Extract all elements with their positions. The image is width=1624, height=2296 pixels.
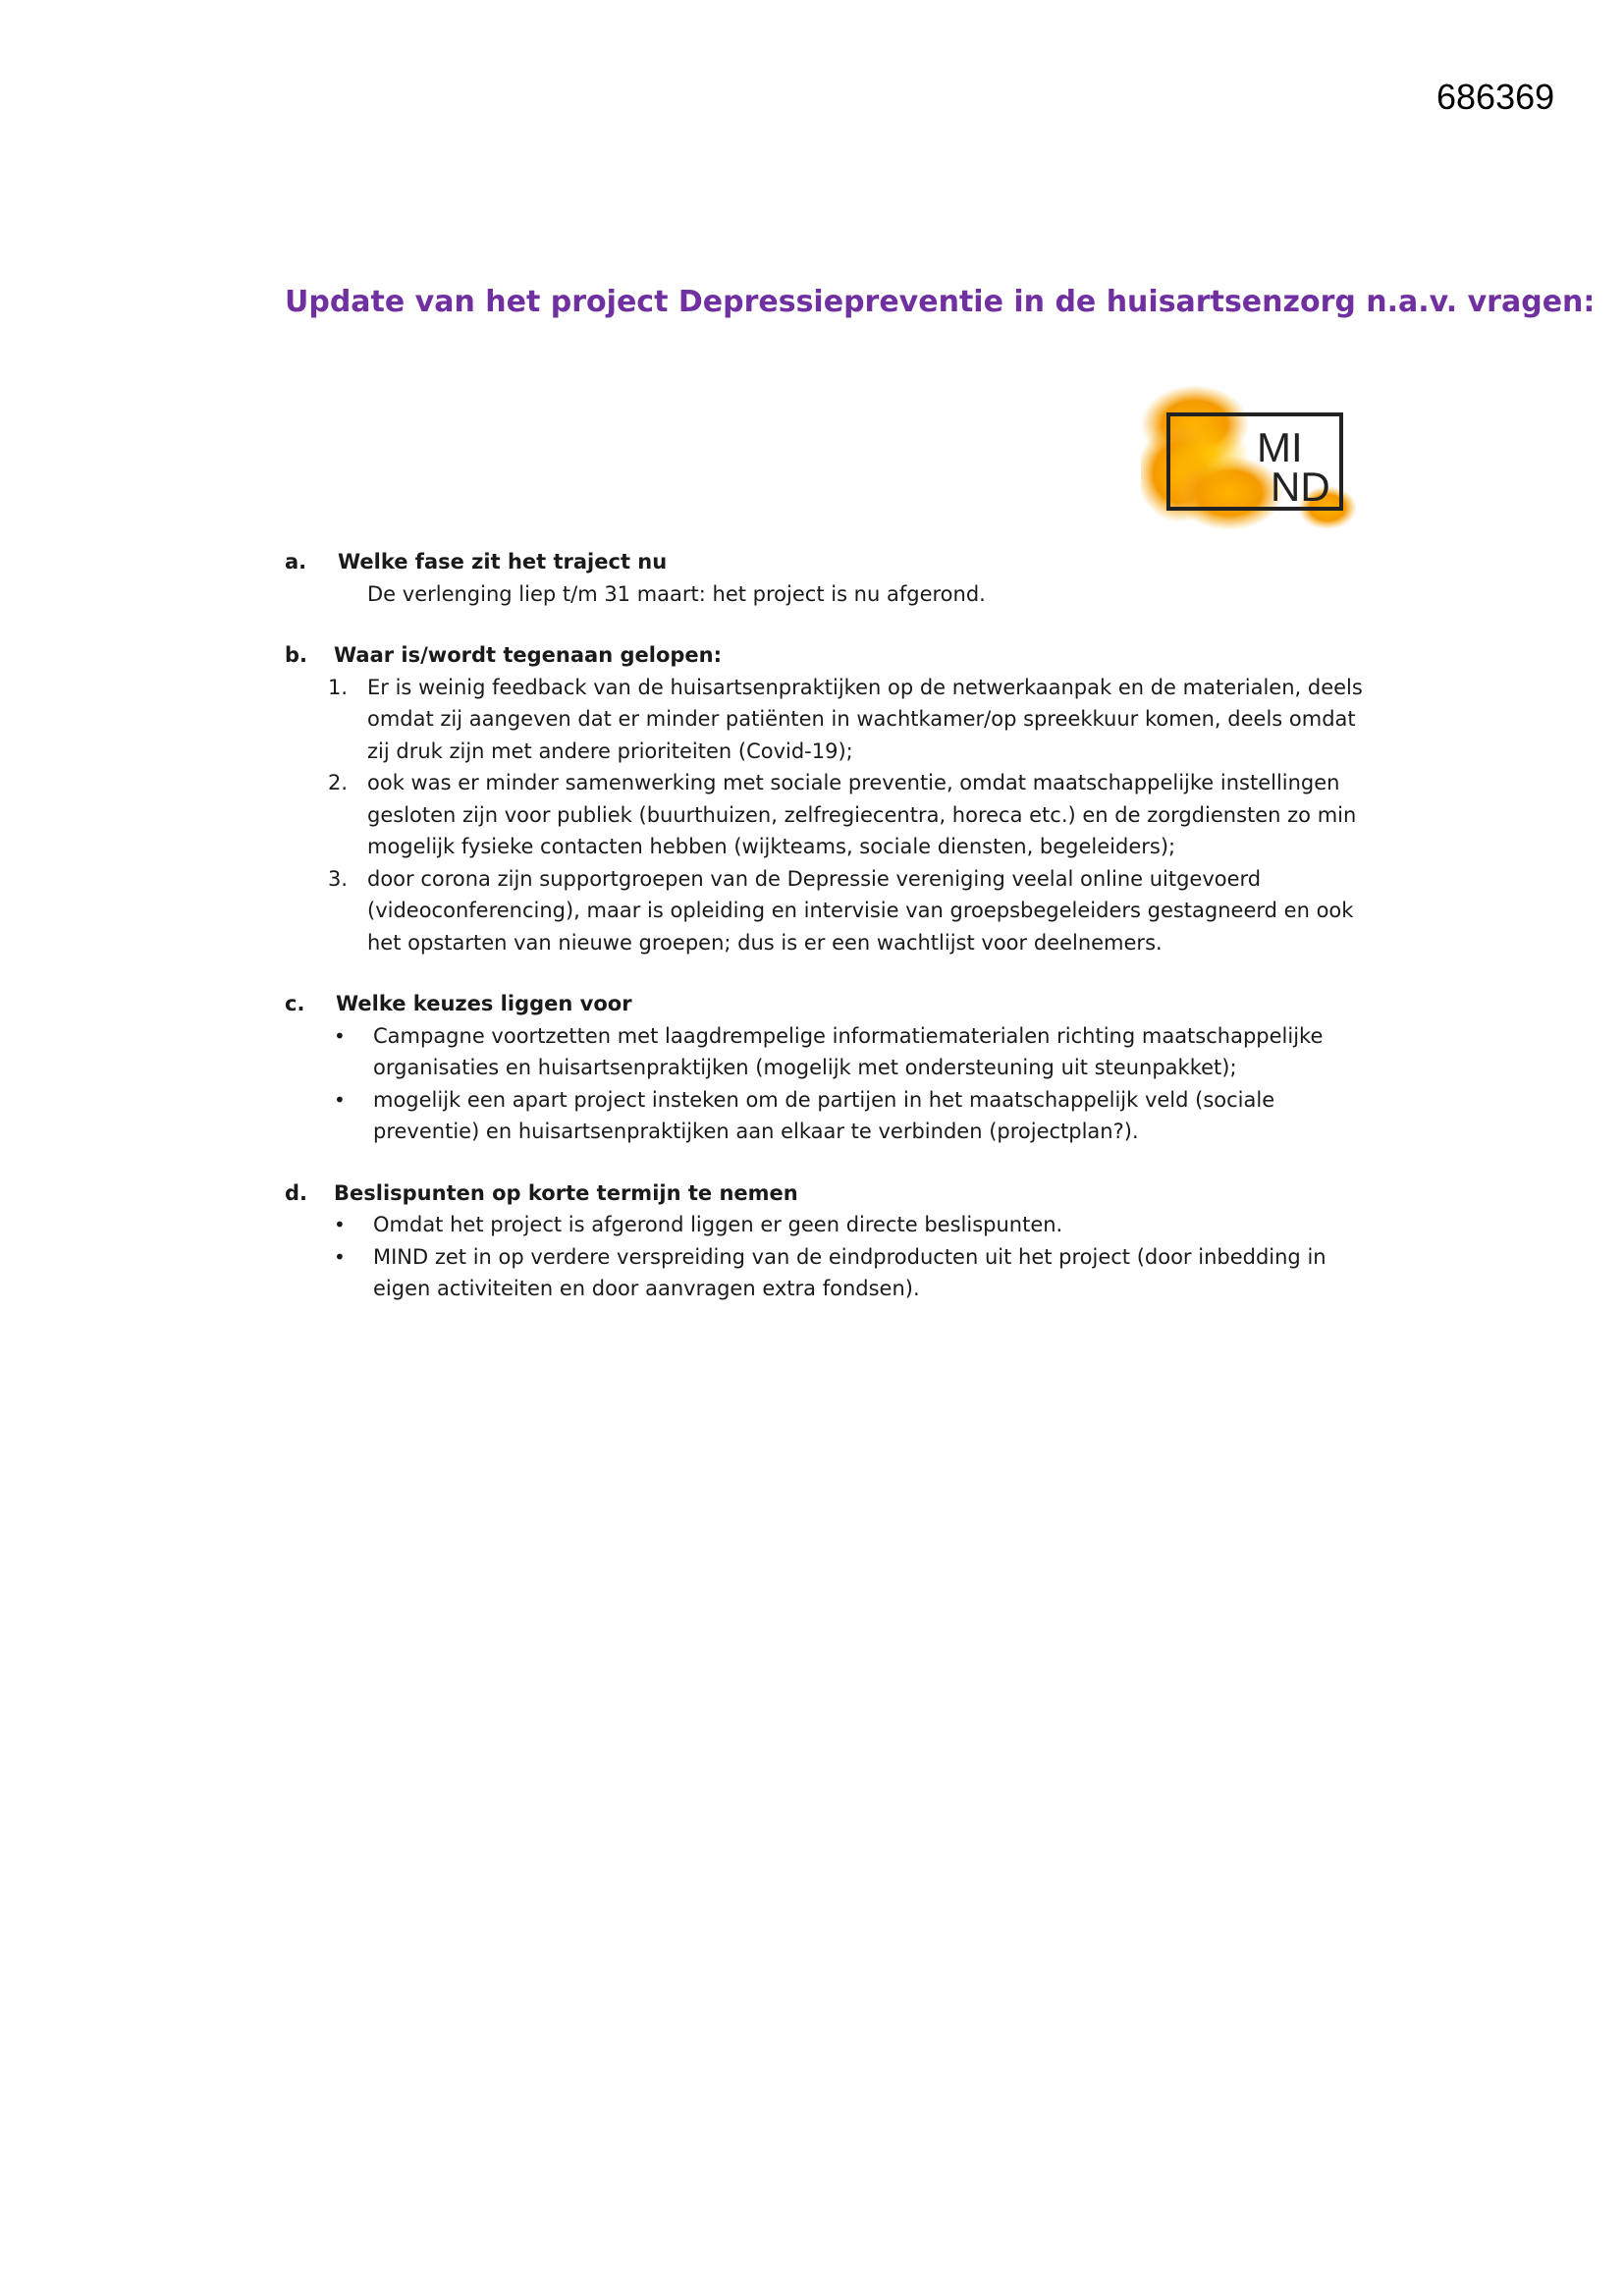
- list-item-text: Campagne voortzetten met laagdrempelige informatiematerialen richting maatschappelijke organisaties en huisartsenpraktijken (mogelijk met ondersteuning uit steunpakket);: [373, 1023, 1324, 1079]
- svg-text:ND: ND: [1271, 464, 1330, 510]
- section-title: Beslispunten op korte termijn te nemen: [334, 1180, 798, 1205]
- section-d: [285, 1177, 1365, 1305]
- list-item-text: ook was er minder samenwerking met sociale preventie, omdat maatschappelijke instellingen gesloten zijn voor publiek (buurthuizen, zelfregiecentra, horeca etc.) en de zorgdiensten zo min mogelijk fysieke contacten hebben (wijkteams, sociale diensten, begeleiders);: [367, 771, 1357, 858]
- section-title: Welke fase zit het traject nu: [338, 550, 668, 574]
- section-heading: [285, 988, 1365, 1020]
- list-item: [334, 1020, 1365, 1084]
- bullet-marker: •: [334, 1087, 346, 1112]
- section-heading: [285, 1177, 1365, 1210]
- document-number: 686369: [1436, 77, 1555, 117]
- list-item: [328, 767, 1365, 863]
- bullet-marker: •: [334, 1244, 346, 1269]
- document-content: [285, 546, 1365, 1335]
- list-item: [328, 863, 1365, 959]
- section-list: [285, 1020, 1365, 1148]
- section-title: Waar is/wordt tegenaan gelopen:: [334, 643, 722, 667]
- section-list: [285, 1209, 1365, 1305]
- page-title: Update van het project Depressiepreventie in de huisartsenzorg n.a.v. vragen:: [285, 285, 1596, 319]
- section-heading: [285, 546, 1365, 578]
- list-item-text: Omdat het project is afgerond liggen er geen directe beslispunten.: [373, 1213, 1063, 1236]
- mind-logo-icon: [1141, 385, 1357, 530]
- bullet-marker: •: [334, 1023, 346, 1048]
- bullet-marker: •: [334, 1213, 346, 1236]
- section-heading: [285, 639, 1365, 672]
- section-text: De verlenging liep t/m 31 maart: het project is nu afgerond.: [367, 581, 986, 606]
- section-b: [285, 639, 1365, 958]
- list-item-text: mogelijk een apart project insteken om de partijen in het maatschappelijk veld (sociale preventie) en huisartsenpraktijken aan elkaar te verbinden (projectplan?).: [373, 1087, 1275, 1143]
- section-letter: d.: [285, 1180, 308, 1205]
- section-list: [285, 672, 1365, 959]
- list-marker: 1.: [328, 675, 349, 699]
- list-item-text: MIND zet in op verdere verspreiding van de eindproducten uit het project (door inbedding in eigen activiteiten en door aanvragen extra fondsen).: [373, 1244, 1326, 1300]
- list-marker: 3.: [328, 866, 349, 891]
- list-item: [334, 1241, 1365, 1305]
- section-title: Welke keuzes liggen voor: [336, 992, 632, 1015]
- list-item-text: door corona zijn supportgroepen van de Depressie vereniging veelal online uitgevoerd (videoconferencing), maar is opleiding en intervisie van groepsbegeleiders gestagneerd en ook het opstarten van nieuwe groepen; dus is er een wachtlijst voor deelnemers.: [367, 866, 1354, 955]
- section-letter: c.: [285, 992, 305, 1015]
- list-item: [328, 672, 1365, 768]
- section-c: [285, 988, 1365, 1148]
- section-a: [285, 546, 1365, 610]
- section-letter: b.: [285, 643, 308, 667]
- list-item-text: Er is weinig feedback van de huisartsenpraktijken op de netwerkaanpak en de materialen, deels omdat zij aangeven dat er minder patiënten in wachtkamer/op spreekkuur komen, deels omdat zij druk zijn met andere prioriteiten (Covid-19);: [367, 675, 1363, 763]
- list-item: [334, 1209, 1365, 1241]
- section-letter: a.: [285, 550, 307, 574]
- mind-logo: [1141, 385, 1357, 530]
- svg-text:MI: MI: [1257, 424, 1303, 470]
- list-item: [334, 1084, 1365, 1148]
- list-marker: 2.: [328, 771, 349, 794]
